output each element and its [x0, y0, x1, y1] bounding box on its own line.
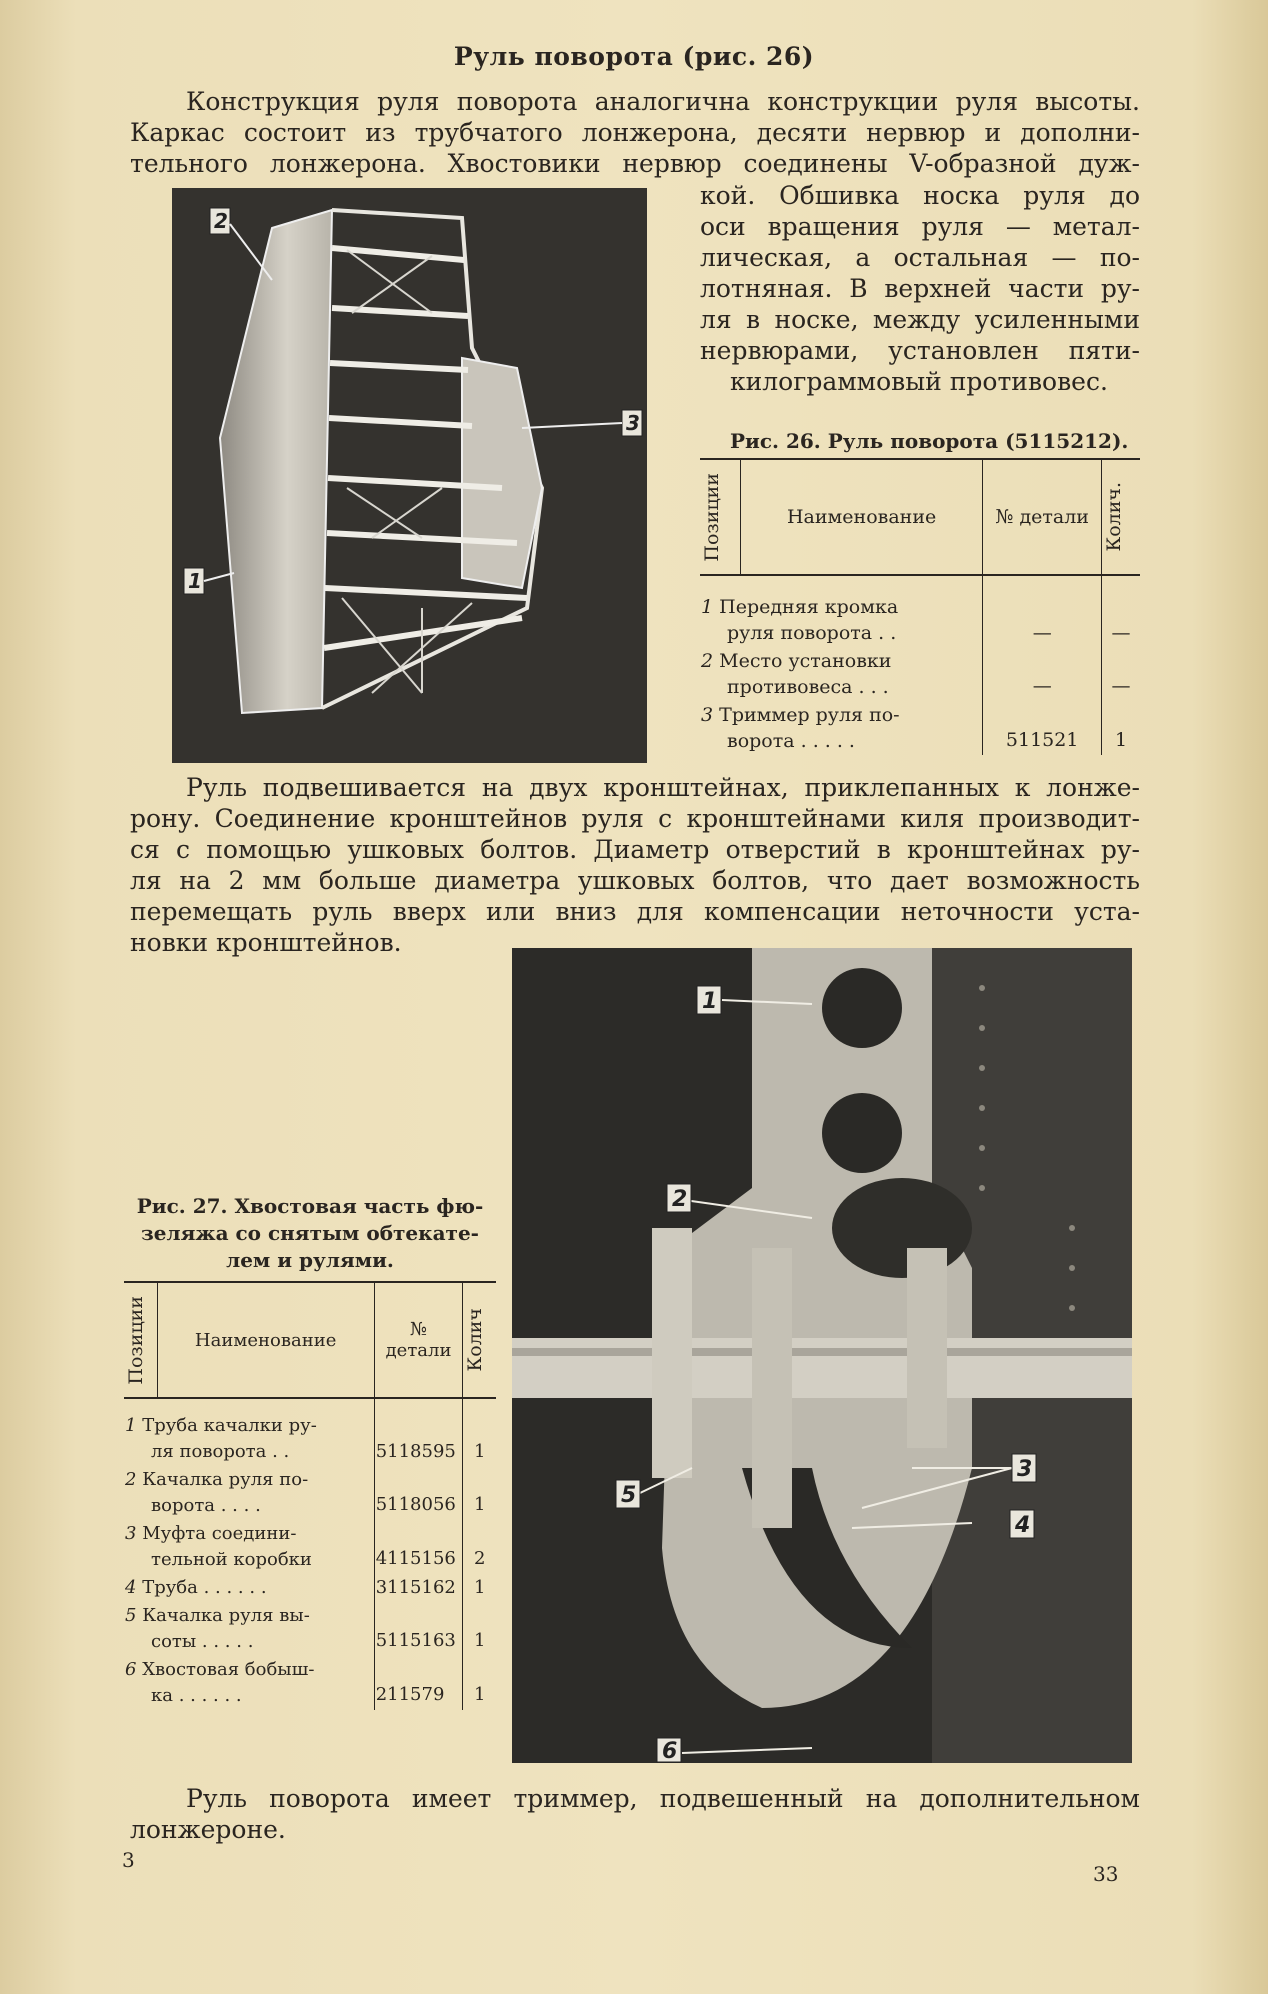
row-name: Место установки [719, 650, 892, 672]
row-pos: 3 [125, 1523, 137, 1544]
row-pos: 5 [125, 1605, 137, 1626]
row-num: — [983, 647, 1102, 701]
fig26-label-1: 1 [188, 569, 202, 593]
table-row [124, 1520, 496, 1574]
row-pos: 3 [701, 704, 714, 726]
col-header-pos-text: Позиции [125, 1295, 147, 1385]
row-qty: 1 [473, 1684, 486, 1705]
text-line: перемещать руль вверх или вниз для компенсации неточности уста- [130, 897, 1140, 926]
table-row [124, 1602, 496, 1656]
text-line: ся с помощью ушковых болтов. Диаметр отверстий в кронштейнах ру- [130, 835, 1140, 864]
text-line: Каркас состоит из трубчатого лонжерона, десяти нервюр и дополни- [130, 118, 1140, 147]
table-row [124, 1574, 496, 1602]
text-line: ля в носке, между усиленными [700, 305, 1140, 334]
caption-line: зеляжа со снятым обтекате- [141, 1221, 479, 1245]
row-pos: 2 [125, 1469, 137, 1490]
col-header-name: Наименование [740, 460, 982, 575]
text-line: лотняная. В верхней части ру- [700, 274, 1140, 303]
text-line: оси вращения руля — метал- [700, 212, 1140, 241]
trimmer-paragraph [130, 1783, 1140, 1845]
text-line: тельного лонжерона. Хвостовики нервюр соединены V-образной дуж- [130, 149, 1140, 178]
col-header-pos [700, 460, 740, 575]
row-qty: 1 [473, 1630, 486, 1651]
table-row [700, 701, 1140, 755]
row-name: Муфта соедини- [142, 1523, 297, 1544]
text-line: Руль подвешивается на двух кронштейнах, приклепанных к лонже- [186, 773, 1140, 802]
text-line: лонжероне. [130, 1815, 286, 1844]
intro-paragraph-cont [700, 180, 1140, 397]
row-name: ка . . . . . . [151, 1685, 242, 1706]
row-name: Качалка руля вы- [142, 1605, 310, 1626]
rudder-frame-photo [172, 188, 647, 763]
row-num: 3115162 [374, 1574, 463, 1602]
fig26-parts-table [700, 460, 1140, 755]
fig27-caption [124, 1193, 496, 1274]
row-name: ворота . . . . [151, 1495, 261, 1516]
row-name: Качалка руля по- [142, 1469, 309, 1490]
row-qty: 2 [473, 1548, 486, 1569]
col-header-pos-text: Позиции [701, 472, 723, 562]
row-num: 4115156 [374, 1520, 463, 1574]
table-row [124, 1398, 496, 1466]
row-name: противовеса . . . [727, 676, 889, 698]
row-pos: 1 [125, 1415, 137, 1436]
row-name: Труба . . . . . . [142, 1577, 267, 1598]
row-qty: 1 [1114, 729, 1128, 751]
col-header-qty [463, 1283, 496, 1398]
row-pos: 1 [701, 596, 714, 618]
row-qty: 1 [473, 1441, 486, 1462]
col-header-qty-text: Колич [464, 1308, 487, 1372]
row-name: соты . . . . . [151, 1631, 254, 1652]
row-qty: — [1111, 622, 1131, 644]
tail-section-photo [512, 948, 1132, 1763]
text-line: рону. Соединение кронштейнов руля с кронштейнами киля производит- [130, 804, 1140, 833]
text-line: Руль поворота имеет триммер, подвешенный на дополнительном [186, 1784, 1140, 1813]
caption-line: лем и рулями. [226, 1248, 394, 1272]
table-row [700, 575, 1140, 647]
fig27-parts-table [124, 1283, 496, 1710]
row-num: — [983, 575, 1102, 647]
row-name: тельной коробки [151, 1549, 312, 1570]
fig27-label-6: 6 [662, 1739, 678, 1763]
page-left-mark: 3 [122, 1848, 135, 1872]
text-line: Конструкция руля поворота аналогична конструкции руля высоты. [186, 87, 1140, 116]
fig26-label-3: 3 [626, 411, 640, 435]
row-pos: 6 [125, 1659, 137, 1680]
mount-paragraph [130, 772, 1140, 958]
row-pos: 4 [125, 1577, 137, 1598]
table-row [124, 1656, 496, 1710]
text-line: ля на 2 мм больше диаметра ушковых болтов, что дает возможность [130, 866, 1140, 895]
row-name: ворота . . . . . [727, 730, 855, 752]
col-header-num: № детали [983, 460, 1102, 575]
fig27-label-3: 3 [1017, 1457, 1033, 1482]
text-line: нервюрами, установлен пяти- [700, 336, 1140, 365]
row-name: Триммер руля по- [719, 704, 900, 726]
fig26-caption: Рис. 26. Руль поворота (5115212). [730, 429, 1129, 453]
row-num: 211579 [374, 1656, 463, 1710]
row-num: 5118595 [374, 1398, 463, 1466]
row-name: Труба качалки ру- [142, 1415, 317, 1436]
row-name: Хвостовая бобыш- [142, 1659, 315, 1680]
row-num: 5118056 [374, 1466, 463, 1520]
row-name: руля поворота . . [727, 622, 897, 644]
fig27-label-5: 5 [621, 1483, 637, 1508]
row-qty: 1 [473, 1494, 486, 1515]
text-line: лическая, а остальная — по- [700, 243, 1140, 272]
intro-paragraph [130, 86, 1140, 179]
col-header-num: № детали [374, 1283, 463, 1398]
caption-line: Рис. 27. Хвостовая часть фю- [136, 1194, 484, 1218]
row-num: 5115163 [374, 1602, 463, 1656]
col-header-qty-text: Колич. [1103, 482, 1126, 552]
fig27-label-1: 1 [702, 989, 718, 1014]
row-qty: 1 [473, 1577, 486, 1598]
text-line: кой. Обшивка носка руля до [700, 181, 1140, 210]
text-line: новки кронштейнов. [130, 928, 402, 957]
table-row [700, 647, 1140, 701]
row-qty: — [1111, 675, 1131, 697]
row-name: ля поворота . . [151, 1441, 290, 1462]
row-num: 511521 [983, 701, 1102, 755]
tail-section-drawing [512, 948, 1132, 1763]
col-header-qty [1102, 460, 1140, 575]
col-header-pos [124, 1283, 157, 1398]
table-row [124, 1466, 496, 1520]
fig26-label-2: 2 [214, 209, 228, 233]
fig27-label-2: 2 [672, 1187, 688, 1212]
row-name: Передняя кромка [719, 596, 899, 618]
fig27-label-4: 4 [1015, 1513, 1031, 1538]
rudder-frame-drawing [172, 188, 647, 763]
page-number: 33 [1093, 1862, 1119, 1886]
page-title: Руль поворота (рис. 26) [453, 42, 815, 71]
col-header-name: Наименование [157, 1283, 374, 1398]
text-line: килограммовый противовес. [730, 367, 1108, 396]
row-pos: 2 [701, 650, 714, 672]
